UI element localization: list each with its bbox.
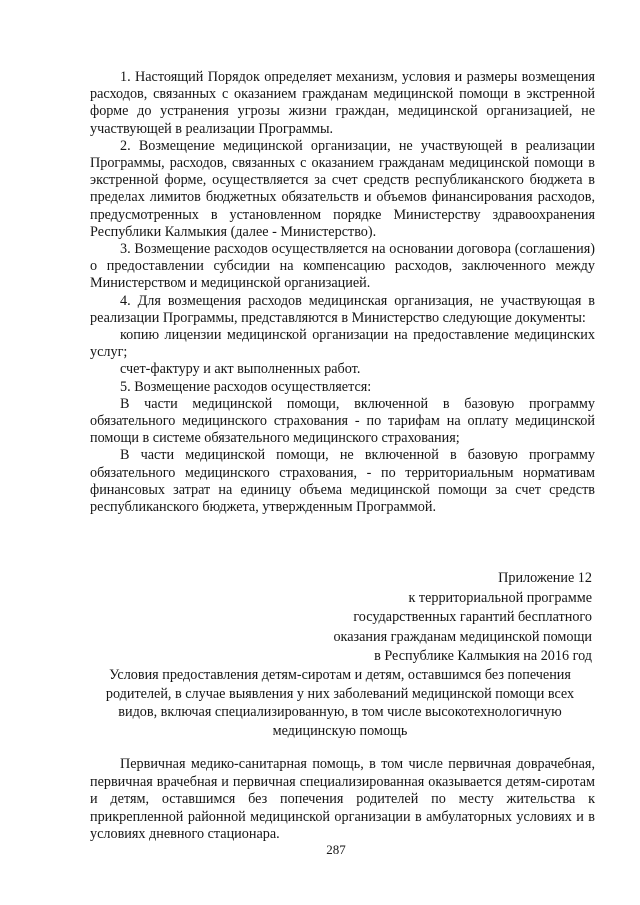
paragraph-license-copy: копию лицензии медицинской организации на предоставление медицинских услуг; [90,327,595,361]
paragraph-included-care: В части медицинской помощи, включенной в базовую программу обязательного медицинского страхования - по тарифам на оплату медицинской помощи в системе обязательного медицинского страхования; [90,395,595,447]
main-body-text [90,69,595,516]
paragraph-1: 1. Настоящий Порядок определяет механизм, условия и размеры возмещения расходов, связанных с оказанием гражданам медицинской помощи в экстренной форме до устранения угрозы жизни граждан, медицинской организацией, не участвующей в реализации Программы. [90,69,595,137]
appendix-line-3: государственных гарантий бесплатного [353,609,592,626]
section-heading: Условия предоставления детям-сиротам и детям, оставшимся без попечения родителей, в случае выявления у них заболеваний медицинской помощи всех видов, включая специализированную, в том числе высокотехнологичную медицинскую помощь [105,667,575,739]
paragraph-not-included-care: В части медицинской помощи, не включенной в базовую программу обязательного медицинского страхования, - по территориальным нормативам финансовых затрат на единицу объема медицинской помощи за счет средств республиканского бюджета, утвержденным Программой. [90,447,595,516]
appendix-block [272,569,592,667]
final-paragraph: Первичная медико-санитарная помощь, в том числе первичная доврачебная, первичная врачебная и первичная специализированная оказывается детям-сиротам и детям, оставшимся без попечения родителей по месту жительства к прикрепленной районной медицинской организации в амбулаторных условиях и в условиях дневного стационара. [90,756,595,843]
paragraph-4: 4. Для возмещения расходов медицинская организация, не участвующая в реализации Программы, представляются в Министерство следующие документы: [90,292,595,326]
paragraph-3: 3. Возмещение расходов осуществляется на основании договора (соглашения) о предоставлении субсидии на компенсацию расходов, заключенного между Министерством и медицинской организацией. [90,241,595,292]
appendix-line-5: в Республике Калмыкия на 2016 год [374,648,592,665]
appendix-line-1: Приложение 12 [498,570,592,586]
appendix-line-4: оказания гражданам медицинской помощи [333,628,592,645]
appendix-line-2: к территориальной программе [408,589,592,606]
paragraph-invoice: счет-фактуру и акт выполненных работ. [120,361,361,378]
page-number: 287 [326,842,346,857]
paragraph-2: 2. Возмещение медицинской организации, не участвующей в реализации Программы, расходов, связанных с оказанием гражданам медицинской помощи в экстренной форме, осуществляется за счет средств республиканского бюджета в пределах лимитов бюджетных обязательств и объемов финансирования расходов, предусмотренных в установленном порядке Министерству здравоохранения Республики Калмыкия (далее - Министерство). [90,137,595,240]
paragraph-5: 5. Возмещение расходов осуществляется: [120,378,372,395]
final-paragraph-block [90,756,595,844]
